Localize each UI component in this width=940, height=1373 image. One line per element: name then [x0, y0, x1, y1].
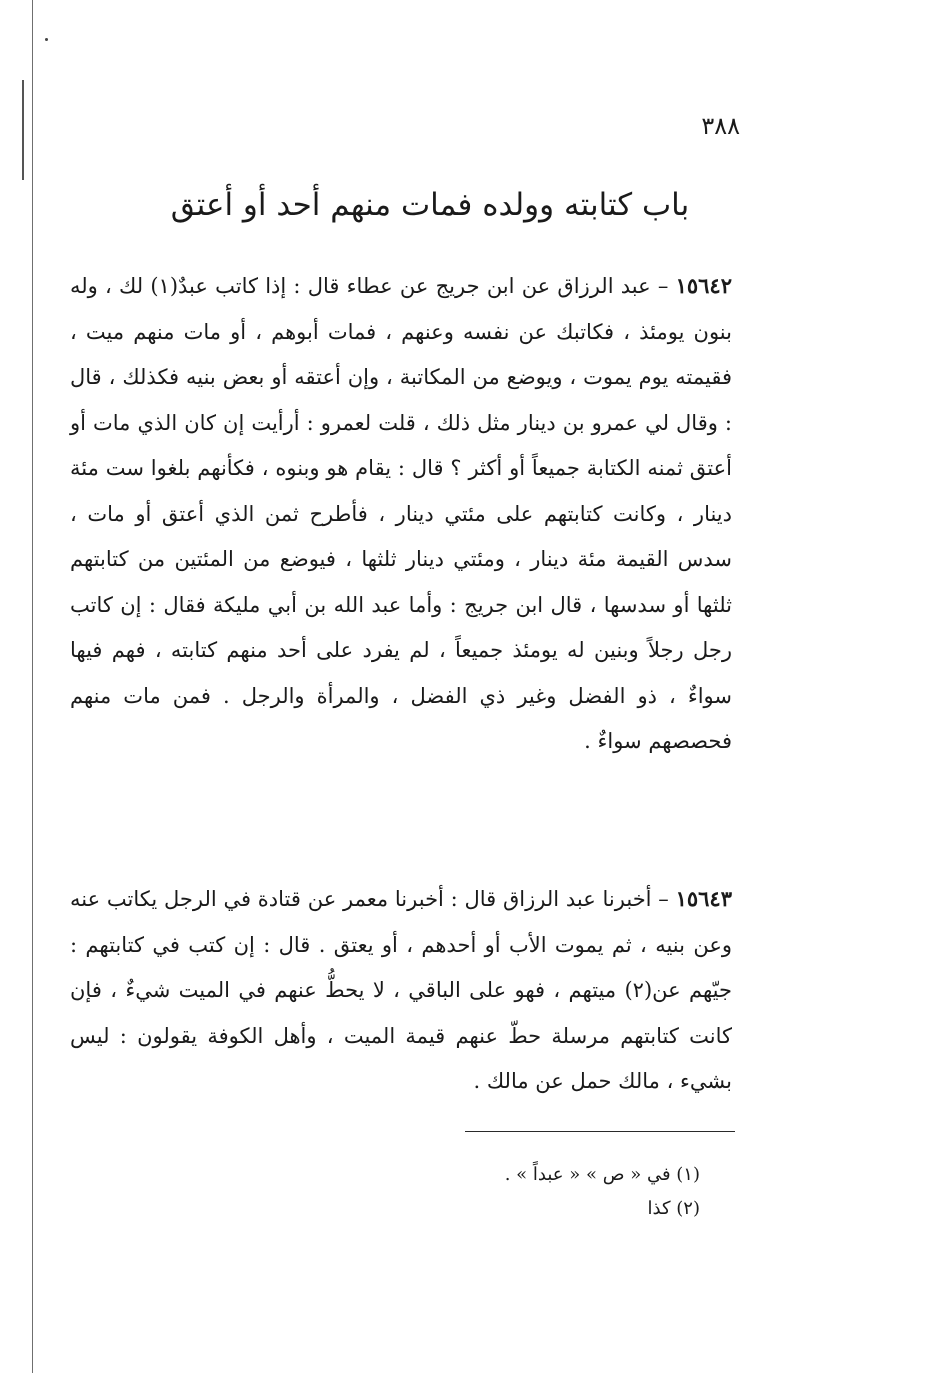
hadith-number: ١٥٦٤٢: [675, 273, 732, 298]
hadith-block: [70, 263, 732, 765]
hadith-text: – أخبرنا عبد الرزاق قال : أخبرنا معمر عن قتادة في الرجل يكاتب عنه وعن بنيه ، ثم يموت الأب أو أحدهم ، أو يعتق . قال : إن كتب في كتابتهم : جيّهم عن(٢) ميتهم ، فهو على الباقي ، لا يحطُّ عنهم في الميت شيءٌ ، فإن كانت كتابتهم مرسلة حطّ عنهم قيمة الميت ، وأهل الكوفة يقولون : ليس بشيء ، مالك حمل عن مالك .: [70, 887, 732, 1093]
scan-margin-mark: [22, 80, 24, 180]
footnote-separator: [465, 1131, 735, 1132]
footnotes: [400, 1158, 700, 1226]
scan-margin-line: [32, 0, 33, 1373]
chapter-title: باب كتابته وولده فمات منهم أحد أو أعتق: [170, 187, 690, 223]
footnote: (١) في « ص » « عبداً » .: [504, 1164, 700, 1185]
hadith-block: [70, 876, 732, 1105]
scan-speck: [45, 38, 48, 41]
footnote: (٢) كذا: [647, 1198, 700, 1219]
hadith-number: ١٥٦٤٣: [675, 886, 732, 911]
hadith-text: – عبد الرزاق عن ابن جريج عن عطاء قال : إذا كاتب عبدٌ(١) لك ، وله بنون يومئذ ، فكاتبك عن نفسه وعنهم ، فمات أبوهم ، أو مات منهم ميت ، فقيمته يوم يموت ، ويوضع من المكاتبة ، وإن أعتقه أو بعض بنيه فكذلك ، قال : وقال لي عمرو بن دينار مثل ذلك ، قلت لعمرو : أرأيت إن كان الذي مات أو أعتق ثمنه الكتابة جميعاً أو أكثر ؟ قال : يقام هو وبنوه ، فكأنهم بلغوا ست مئة دينار ، وكانت كتابتهم على مئتي دينار ، فأطرح ثمن الذي أعتق أو مات ، سدس القيمة مئة دينار ، ومئتي دينار ثلثها ، فيوضع من المئتين من كتابتهم ثلثها أو سدسها ، قال ابن جريج : وأما عبد الله بن أبي مليكة فقال : إن كاتب رجل رجلاً وبنين له يومئذ جميعاً ، لم يفرد على أحد منهم كتابته ، فهم فيها سواءٌ ، ذو الفضل وغير ذي الفضل ، والمرأة والرجل . فمن مات منهم فحصصهم سواءٌ .: [70, 274, 732, 753]
page-number: ٣٨٨: [701, 112, 740, 140]
